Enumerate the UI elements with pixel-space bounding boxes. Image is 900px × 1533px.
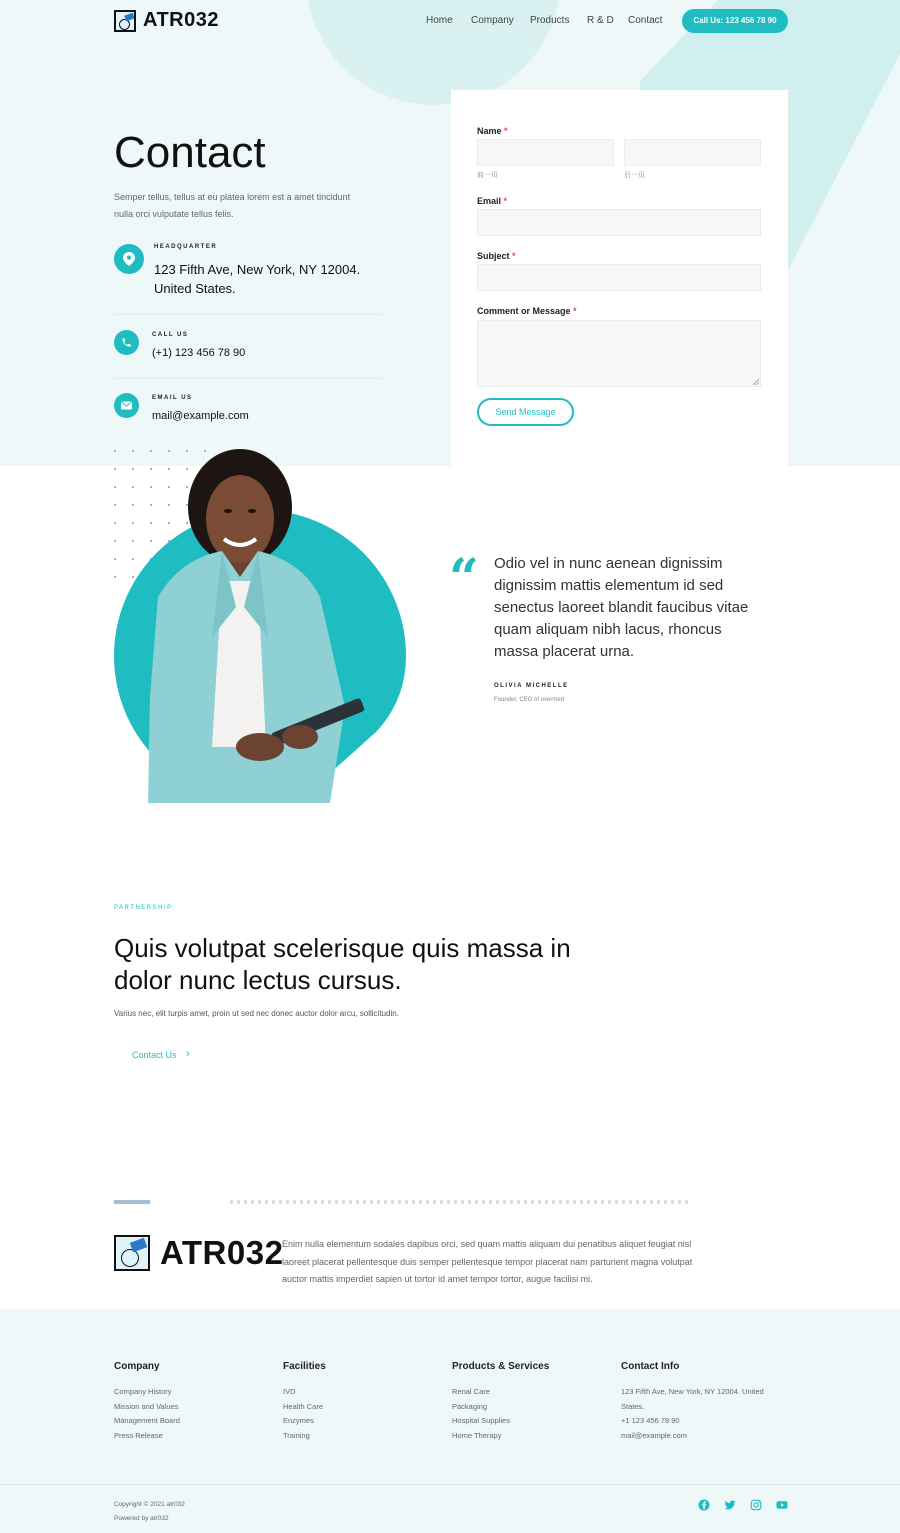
testimonial-quote: Odio vel in nunc aenean dignissim dignissim mattis elementum id sed senectus laoreet blandit faucibus vitae quam aliquam nibh lacus, rhoncus massa placerat urna. [494, 555, 749, 660]
powered-by-text: Powered by atr032 [114, 1514, 169, 1522]
footer-link[interactable]: Company History [114, 1387, 172, 1396]
section-eyebrow: PARTNERSHIP [114, 905, 173, 911]
nav-rnd[interactable]: R & D [587, 15, 614, 26]
decor-dot [132, 450, 134, 452]
nav-contact[interactable]: Contact [628, 15, 663, 26]
last-name-input[interactable] [624, 139, 761, 166]
decor-dot [132, 504, 134, 506]
decor-dot [132, 468, 134, 470]
decor-dot [114, 504, 116, 506]
footer-column-title: Facilities [283, 1361, 326, 1372]
header-logo[interactable] [114, 9, 219, 32]
first-name-sublabel: 前一页 [477, 172, 498, 179]
headquarter-line1: 123 Fifth Ave, New York, NY 12004. [154, 262, 361, 277]
chevron-right-icon[interactable]: › [186, 1048, 190, 1060]
send-message-button[interactable]: Send Message [477, 398, 574, 426]
footer-phone[interactable]: +1 123 456 78 90 [621, 1416, 680, 1425]
footer-link[interactable]: Press Release [114, 1430, 163, 1440]
quote-icon: “ [449, 548, 479, 609]
copyright [114, 1498, 185, 1525]
call-us-button[interactable]: Call Us: 123 456 78 90 [682, 9, 788, 33]
message-textarea[interactable] [477, 320, 761, 387]
twitter-icon[interactable] [724, 1499, 736, 1511]
resize-handle-icon[interactable] [753, 379, 759, 385]
footer-facilities-column [283, 1361, 326, 1443]
text-ghost [230, 1200, 690, 1204]
footer-brand-description: Enim nulla elementum sodales dapibus orci, sed quam mattis aliquam dui penatibus aliquet feugiat nisl laoreet placerat pellentesque duis semper pellentesque tempor placerat nam parturient magna volutpat auctor mattis imperdiet sapien ut tortor id amet tempor tortor, augue facilisi mi. [282, 1239, 693, 1284]
footer-divider [0, 1484, 900, 1485]
partnership-text: Varius nec, elit turpis amet, proin ut sed nec donec auctor dolor arcu, sollicitudin. [114, 1009, 399, 1018]
email-label: EMAIL US [152, 395, 193, 401]
decor-dot [114, 468, 116, 470]
logo-text: ATR032 [143, 9, 219, 31]
footer-contact-column [621, 1361, 771, 1443]
footer-column-title: Company [114, 1361, 160, 1372]
name-label: Name * [477, 126, 508, 136]
testimonial-name: OLIVIA MICHELLE [494, 683, 569, 689]
headquarter-line2: United States. [154, 281, 236, 296]
footer-link[interactable]: Enzymes [283, 1416, 314, 1425]
logo-ghost [114, 1200, 150, 1204]
footer-link[interactable]: Health Care [283, 1401, 324, 1411]
logo-icon [114, 1235, 150, 1271]
call-label: CALL US [152, 332, 189, 338]
footer-products-column [452, 1361, 549, 1443]
message-label: Comment or Message * [477, 306, 577, 316]
divider [114, 378, 382, 379]
email-field-label: Email * [477, 196, 508, 206]
divider [114, 314, 382, 315]
decor-dot [132, 486, 134, 488]
subject-input[interactable] [477, 264, 761, 291]
footer-company-column [114, 1361, 180, 1443]
location-pin-icon [114, 244, 144, 274]
footer-link[interactable]: IVD [283, 1387, 296, 1396]
first-name-input[interactable] [477, 139, 614, 166]
footer-link[interactable]: Mission and Values [114, 1401, 179, 1411]
nav-products[interactable]: Products [530, 15, 570, 26]
subject-label: Subject * [477, 251, 516, 261]
facebook-icon[interactable] [698, 1499, 710, 1511]
footer-address: 123 Fifth Ave, New York, NY 12004. United States. [621, 1387, 764, 1411]
footer-link[interactable]: Training [283, 1430, 310, 1440]
youtube-icon[interactable] [776, 1499, 788, 1511]
footer-link[interactable]: Packaging [452, 1401, 488, 1411]
testimonial-role: Founder, CEO of evermed [494, 697, 565, 703]
founder-portrait [140, 447, 380, 803]
email-value[interactable]: mail@example.com [152, 410, 249, 422]
logo-text: ATR032 [160, 1234, 284, 1271]
decor-dot [114, 486, 116, 488]
logo-icon [114, 10, 136, 32]
contact-us-link[interactable]: Contact Us [132, 1050, 177, 1060]
contact-intro: Semper tellus, tellus at eu platea lorem est a amet tincidunt nulla orci vulputate tellus felis. [114, 192, 351, 219]
footer-link[interactable]: Management Board [114, 1416, 180, 1425]
nav-home[interactable]: Home [426, 15, 453, 26]
page-title: Contact [114, 128, 266, 177]
decor-dot [114, 450, 116, 452]
partnership-title: Quis volutpat scelerisque quis massa in dolor nunc lectus cursus. [114, 933, 571, 995]
copyright-text: Copyright © 2021 atr032 [114, 1501, 185, 1508]
footer-email[interactable]: mail@example.com [621, 1430, 687, 1440]
call-value[interactable]: (+1) 123 456 78 90 [152, 347, 246, 359]
footer-link[interactable]: Hospital Supplies [452, 1416, 510, 1425]
phone-icon [114, 330, 139, 355]
footer-logo[interactable] [114, 1234, 283, 1272]
headquarter-label: HEADQUARTER [154, 244, 218, 250]
mail-icon [114, 393, 139, 418]
footer-column-title: Products & Services [452, 1361, 550, 1372]
footer-column-title: Contact Info [621, 1361, 680, 1372]
contact-form [451, 90, 788, 466]
last-name-sublabel: 后一页 [624, 172, 645, 179]
email-input[interactable] [477, 209, 761, 236]
nav-company[interactable]: Company [471, 15, 514, 26]
footer-link[interactable]: Home Therapy [452, 1430, 502, 1440]
instagram-icon[interactable] [750, 1499, 762, 1511]
footer-link[interactable]: Renal Care [452, 1387, 490, 1396]
